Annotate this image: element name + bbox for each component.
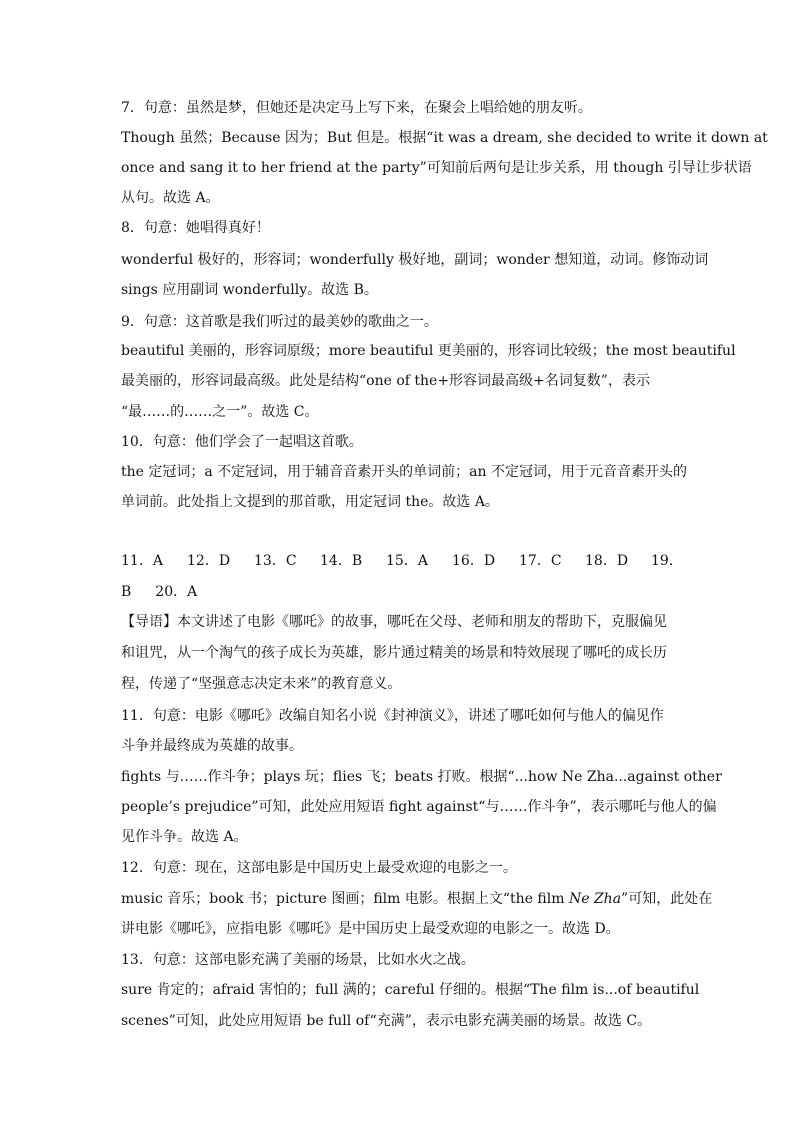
q7-translation: 7．句意：虽然是梦，但她还是决定马上写下来，在聚会上唱给她的朋友听。 [121,100,592,116]
q10-translation: 10．句意：他们学会了一起唱这首歌。 [121,434,363,450]
q13-explanation-line-1: sure 肯定的；afraid 害怕的；full 满的；careful 仔细的。根据“The film is...of beautiful [121,982,700,998]
answer-16: 16．D [452,553,496,569]
q12-explanation-text: music 音乐；book 书；picture 图画；film 电影。根据上文“the film [121,891,569,907]
q11-explanation-line-3: 见作斗争。故选 A。 [121,829,248,845]
q7-explanation-line-1: Though 虽然；Because 因为；But 但是。根据“it was a dream, she decided to write it down at [121,130,768,146]
q9-translation: 9．句意：这首歌是我们听过的最美妙的歌曲之一。 [121,314,438,330]
q11-translation-line-1: 11．句意：电影《哪吒》改编自知名小说《封神演义》，讲述了哪吒如何与他人的偏见作 [121,708,664,724]
q8-translation: 8．句意：她唱得真好！ [121,220,270,236]
answer-key-row-2 [121,582,681,602]
q9-explanation-line-1: beautiful 美丽的，形容词原级；more beautiful 更美丽的，形容词比较级；the most beautiful [121,343,736,359]
q12-translation: 12．句意：现在，这部电影是中国历史上最受欢迎的电影之一。 [121,860,517,876]
q13-explanation-line-2: scenes”可知，此处应用短语 be full of“充满”，表示电影充满美丽的场景。故选 C。 [121,1013,652,1029]
answer-19-label: 19． [651,553,683,569]
q12-explanation-line-2: 讲电影《哪吒》，应指电影《哪吒》是中国历史上最受欢迎的电影之一。故选 D。 [121,921,620,937]
answer-19-value: B [121,584,132,600]
q7-explanation-line-2: once and sang it to her friend at the party”可知前后两句是让步关系，用 though 引导让步状语 [121,160,752,176]
intro-line-3: 程，传递了“坚强意志决定未来”的教育意义。 [121,676,402,692]
q11-explanation-line-2: people’s prejudice”可知，此处应用短语 fight against“与……作斗争”，表示哪吒与他人的偏 [121,799,717,815]
q11-translation-line-2: 斗争并最终成为英雄的故事。 [121,738,303,754]
intro-line-1: 【导语】本文讲述了电影《哪吒》的故事，哪吒在父母、老师和朋友的帮助下，克服偏见 [121,614,667,630]
answer-14: 14．B [320,553,363,569]
q13-translation: 13．句意：这部电影充满了美丽的场景，比如水火之战。 [121,952,475,968]
q9-explanation-line-2: 最美丽的，形容词最高级。此处是结构“one of the+形容词最高级+名词复数”，表示 [121,373,650,389]
q8-explanation-line-2: sings 应用副词 wonderfully。故选 B。 [121,282,378,298]
q11-explanation-line-1: fights 与……作斗争；plays 玩；flies 飞；beats 打败。根据“...how Ne Zha...against other [121,769,722,785]
answer-17: 17．C [519,553,562,569]
q12-explanation-line-1 [121,889,713,909]
intro-line-2: 和诅咒，从一个淘气的孩子成长为英雄，影片通过精美的场景和特效展现了哪吒的成长历 [121,645,667,661]
answer-11: 11．A [121,553,163,569]
answer-13: 13．C [254,553,297,569]
answer-15: 15．A [386,553,428,569]
film-title-italic: Ne Zha [568,891,622,907]
q8-explanation-line-1: wonderful 极好的，形容词；wonderfully 极好地，副词；wonder 想知道，动词。修饰动词 [121,252,709,268]
q7-explanation-line-3: 从句。故选 A。 [121,190,220,206]
q10-explanation-line-1: the 定冠词；a 不定冠词，用于辅音音素开头的单词前；an 不定冠词，用于元音音素开头的 [121,464,687,480]
answer-20: 20．A [155,584,198,600]
q12-explanation-text-end: ”可知，此处在 [621,891,713,907]
answer-12: 12．D [187,553,231,569]
q9-explanation-line-3: “最……的……之一”。故选 C。 [121,404,319,420]
answer-key-row [121,551,701,571]
answer-18: 18．D [585,553,629,569]
q10-explanation-line-2: 单词前。此处指上文提到的那首歌，用定冠词 the。故选 A。 [121,494,499,510]
